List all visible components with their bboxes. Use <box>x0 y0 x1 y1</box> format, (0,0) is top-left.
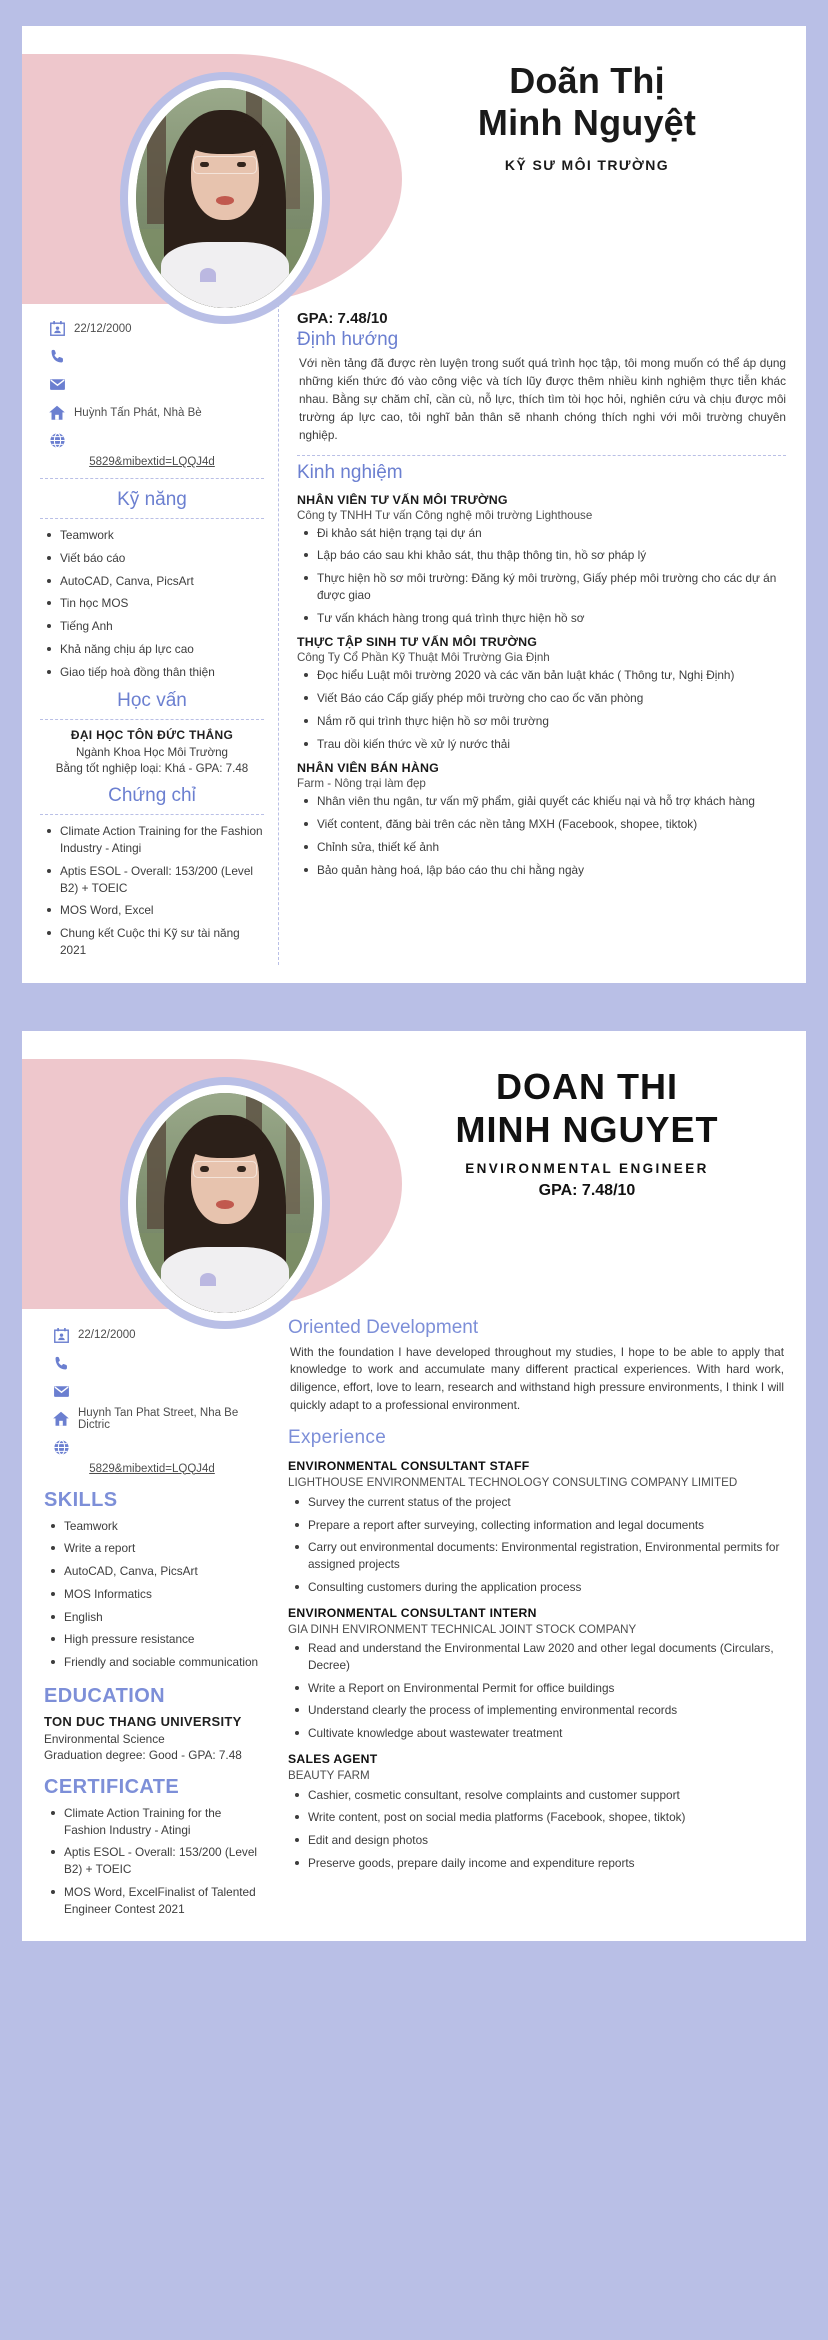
list-item: Teamwork <box>44 527 264 544</box>
experience-entry <box>288 1459 784 1595</box>
list-item: Cultivate knowledge about wastewater treatment <box>292 1725 784 1742</box>
contact-row-phone[interactable] <box>44 1351 260 1376</box>
divider <box>40 719 264 720</box>
home-icon <box>44 1410 78 1428</box>
contact-address-text: Huỳnh Tấn Phát, Nhà Bè <box>74 406 202 419</box>
list-item: Khả năng chịu áp lực cao <box>44 641 264 658</box>
job-duty-list <box>288 1640 784 1742</box>
list-item: Nắm rõ qui trình thực hiện hồ sơ môi trường <box>301 713 786 730</box>
list-item: Lập báo cáo sau khi khảo sát, thu thập thông tin, hồ sơ pháp lý <box>301 547 786 564</box>
list-item: Giao tiếp hoà đồng thân thiện <box>44 664 264 681</box>
header-english <box>22 1031 806 1309</box>
avatar <box>120 1077 330 1329</box>
list-item: Edit and design photos <box>292 1832 784 1849</box>
experience-entry <box>297 761 786 878</box>
experience-entry <box>297 635 786 752</box>
job-organization: Farm - Nông trại làm đẹp <box>297 777 426 791</box>
list-item: Preserve goods, prepare daily income and expenditure reports <box>292 1855 784 1872</box>
list-item: Chỉnh sửa, thiết kế ảnh <box>301 839 786 856</box>
avatar-photo <box>136 1093 314 1313</box>
list-item: AutoCAD, Canva, PicsArt <box>44 573 264 590</box>
objective-text: Với nền tảng đã được rèn luyện trong suốt quá trình học tập, tôi mong muốn có thể áp dụng những kiến thức đó vào công việc và tích lũy được thêm nhiều kinh nghiệm thực tiễn khác nhau. Bằng sự chăm chỉ, cần cù, nỗ lực, thích tìm tòi học hỏi, nghiên cứu và chịu được môi trường áp lực cao, tôi nghĩ bản thân sẽ nhanh chóng thích nghi với môi trường chuyên nghiệp. <box>299 356 786 442</box>
cv-card-english <box>22 1031 806 1942</box>
certificate-list <box>44 1805 260 1918</box>
page-title-line1: DOAN THI <box>496 1065 678 1107</box>
section-heading-education: Học vấn <box>117 690 187 712</box>
contact-row-phone[interactable] <box>40 344 264 369</box>
contact-row-email[interactable] <box>40 372 264 397</box>
contact-list <box>44 1319 260 1475</box>
cv-page-vietnamese <box>0 0 828 1005</box>
skills-list <box>44 1518 260 1671</box>
contact-row-address <box>40 400 264 425</box>
list-item: English <box>48 1609 260 1626</box>
list-item: Write a Report on Environmental Permit for office buildings <box>292 1680 784 1697</box>
list-item: Viết báo cáo <box>44 550 264 567</box>
phone-icon <box>44 1355 78 1372</box>
globe-icon <box>44 1439 78 1456</box>
list-item: AutoCAD, Canva, PicsArt <box>48 1563 260 1580</box>
skills-list <box>40 527 264 680</box>
section-heading-skills: SKILLS <box>44 1488 118 1511</box>
calendar-icon <box>44 1327 78 1344</box>
job-duty-list <box>288 1787 784 1872</box>
education-school: TON DUC THANG UNIVERSITY <box>44 1713 242 1729</box>
section-heading-certificate: CERTIFICATE <box>44 1775 180 1798</box>
list-item: High pressure resistance <box>48 1631 260 1648</box>
job-title: ENVIRONMENTAL CONSULTANT INTERN <box>288 1605 537 1620</box>
header-vietnamese <box>22 26 806 304</box>
job-organization: GIA DINH ENVIRONMENT TECHNICAL JOINT STOCK COMPANY <box>288 1622 637 1636</box>
section-heading-experience: Experience <box>288 1427 387 1449</box>
list-item: Trau dồi kiến thức về xử lý nước thải <box>301 736 786 753</box>
list-item: Understand clearly the process of implementing environmental records <box>292 1702 784 1719</box>
section-heading-objective: Định hướng <box>297 329 399 350</box>
divider <box>40 478 264 479</box>
objective-text: With the foundation I have developed throughout my studies, I hope to be able to apply that knowledge to work and accumulate many different practical experiences. With hard work, diligence, effort, love to learn, research and withstand high pressure environments, I think I will quickly adapt to a professional environment. <box>290 1344 784 1413</box>
job-duty-list <box>297 793 786 878</box>
list-item: Đọc hiểu Luật môi trường 2020 và các văn bản luật khác ( Thông tư, Nghị Định) <box>301 667 786 684</box>
job-title: NHÂN VIÊN TƯ VẤN MÔI TRƯỜNG <box>297 492 508 507</box>
list-item: Survey the current status of the project <box>292 1494 784 1511</box>
contact-list <box>40 312 264 468</box>
list-item: Write a report <box>48 1540 260 1557</box>
home-icon <box>40 404 74 422</box>
list-item: Write content, post on social media platforms (Facebook, shopee, tiktok) <box>292 1809 784 1826</box>
globe-icon <box>40 432 74 449</box>
education-school: ĐẠI HỌC TÔN ĐỨC THẮNG <box>70 728 234 743</box>
job-organization: LIGHTHOUSE ENVIRONMENTAL TECHNOLOGY CONSULTING COMPANY LIMITED <box>288 1476 738 1490</box>
list-item: Bảo quản hàng hoá, lập báo cáo thu chi hằng ngày <box>301 862 786 879</box>
list-item: Thực hiện hồ sơ môi trường: Đăng ký môi trường, Giấy phép môi trường cho các dự án được giao <box>301 570 786 604</box>
list-item: Climate Action Training for the Fashion Industry - Atingi <box>48 1805 260 1839</box>
list-item: Tin học MOS <box>44 595 264 612</box>
sidebar-vietnamese <box>22 304 278 965</box>
education-major: Environmental Science <box>44 1731 165 1746</box>
section-heading-education: EDUCATION <box>44 1684 166 1707</box>
list-item: Viết Báo cáo Cấp giấy phép môi trường cho cao ốc văn phòng <box>301 690 786 707</box>
contact-row-address <box>44 1407 260 1432</box>
certificate-list <box>40 823 264 958</box>
section-heading-experience: Kinh nghiệm <box>297 461 403 483</box>
section-heading-certificate: Chứng chỉ <box>108 785 196 807</box>
contact-row-website[interactable] <box>44 1435 260 1460</box>
list-item: Tư vấn khách hàng trong quá trình thực hiện hồ sơ <box>301 610 786 627</box>
contact-address-text: Huynh Tan Phat Street, Nha Be Dictric <box>78 1407 239 1431</box>
list-item: MOS Word, Excel <box>44 902 264 919</box>
experience-entry <box>288 1752 784 1872</box>
email-icon <box>40 376 74 393</box>
job-title: ENVIRONMENTAL CONSULTANT STAFF <box>288 1459 530 1474</box>
job-duty-list <box>288 1494 784 1596</box>
divider <box>297 455 786 456</box>
list-item: Tiếng Anh <box>44 618 264 635</box>
cv-card-vietnamese <box>22 26 806 983</box>
main-content-english <box>272 1309 806 1924</box>
job-role-subtitle: ENVIRONMENTAL ENGINEER <box>465 1160 709 1176</box>
contact-row-website[interactable] <box>40 428 264 453</box>
header-text-block <box>392 1065 782 1200</box>
profile-link[interactable]: 5829&mibextid=LQQJ4d <box>89 1462 215 1475</box>
job-organization: Công Ty Cổ Phần Kỹ Thuật Môi Trường Gia Định <box>297 651 550 665</box>
email-icon <box>44 1383 78 1400</box>
list-item: MOS Word, ExcelFinalist of Talented Engineer Contest 2021 <box>48 1884 260 1918</box>
page-title-line1: Doãn Thị <box>509 60 665 101</box>
list-item: MOS Informatics <box>48 1586 260 1603</box>
list-item: Climate Action Training for the Fashion Industry - Atingi <box>44 823 264 857</box>
job-title: SALES AGENT <box>288 1751 378 1766</box>
job-duty-list <box>297 525 786 627</box>
list-item: Aptis ESOL - Overall: 153/200 (Level B2) + TOEIC <box>48 1844 260 1878</box>
calendar-icon <box>40 320 74 337</box>
body-columns-vietnamese <box>22 304 806 983</box>
job-duty-list <box>297 667 786 752</box>
main-content-vietnamese <box>278 304 806 965</box>
page-title-line2: Minh Nguyệt <box>477 102 697 144</box>
phone-icon <box>40 348 74 365</box>
list-item: Teamwork <box>48 1518 260 1535</box>
education-result: Graduation degree: Good - GPA: 7.48 <box>44 1747 242 1762</box>
experience-entry <box>297 493 786 627</box>
contact-birthdate-text: 22/12/2000 <box>74 322 132 335</box>
list-item: Prepare a report after surveying, collecting information and legal documents <box>292 1517 784 1534</box>
section-heading-objective: Oriented Development <box>288 1316 479 1338</box>
job-organization: BEAUTY FARM <box>288 1768 370 1782</box>
list-item: Aptis ESOL - Overall: 153/200 (Level B2) + TOEIC <box>44 863 264 897</box>
profile-link[interactable]: 5829&mibextid=LQQJ4d <box>89 456 215 468</box>
experience-entry <box>288 1606 784 1742</box>
list-item: Chung kết Cuộc thi Kỹ sư tài năng 2021 <box>44 925 264 959</box>
list-item: Đi khảo sát hiện trạng tại dự án <box>301 525 786 542</box>
contact-birthdate-text: 22/12/2000 <box>78 1329 136 1341</box>
list-item: Friendly and sociable communication <box>48 1654 260 1671</box>
list-item: Consulting customers during the application process <box>292 1579 784 1596</box>
avatar <box>120 72 330 324</box>
education-major: Ngành Khoa Học Môi Trường <box>76 746 228 760</box>
avatar-photo <box>136 88 314 308</box>
list-item: Nhân viên thu ngân, tư vấn mỹ phẩm, giải quyết các khiếu nại và hỗ trợ khách hàng <box>301 793 786 810</box>
sidebar-english <box>22 1309 272 1924</box>
cv-page-english <box>0 1005 828 1964</box>
list-item: Viết content, đăng bài trên các nền tảng MXH (Facebook, shopee, tiktok) <box>301 816 786 833</box>
contact-row-email[interactable] <box>44 1379 260 1404</box>
divider <box>40 518 264 519</box>
divider <box>40 814 264 815</box>
gpa-value: GPA: 7.48/10 <box>538 1181 636 1199</box>
list-item: Cashier, cosmetic consultant, resolve complaints and customer support <box>292 1787 784 1804</box>
list-item: Read and understand the Environmental Law 2020 and other legal documents (Circulars, Decree) <box>292 1640 784 1674</box>
section-heading-skills: Kỹ năng <box>117 489 187 510</box>
job-title: NHÂN VIÊN BÁN HÀNG <box>297 761 439 776</box>
job-title: THỰC TẬP SINH TƯ VẤN MÔI TRƯỜNG <box>297 635 538 650</box>
job-organization: Công ty TNHH Tư vấn Công nghệ môi trường Lighthouse <box>297 508 593 522</box>
gpa-value: GPA: 7.48/10 <box>297 310 388 327</box>
job-role-subtitle: KỸ SƯ MÔI TRƯỜNG <box>504 156 670 173</box>
education-result: Bằng tốt nghiệp loại: Khá - GPA: 7.48 <box>55 762 249 776</box>
list-item: Carry out environmental documents: Environmental registration, Environmental permits for assigned projects <box>292 1539 784 1573</box>
body-columns-english <box>22 1309 806 1942</box>
page-title-line2: MINH NGUYET <box>455 1108 719 1150</box>
header-text-block <box>392 60 782 173</box>
